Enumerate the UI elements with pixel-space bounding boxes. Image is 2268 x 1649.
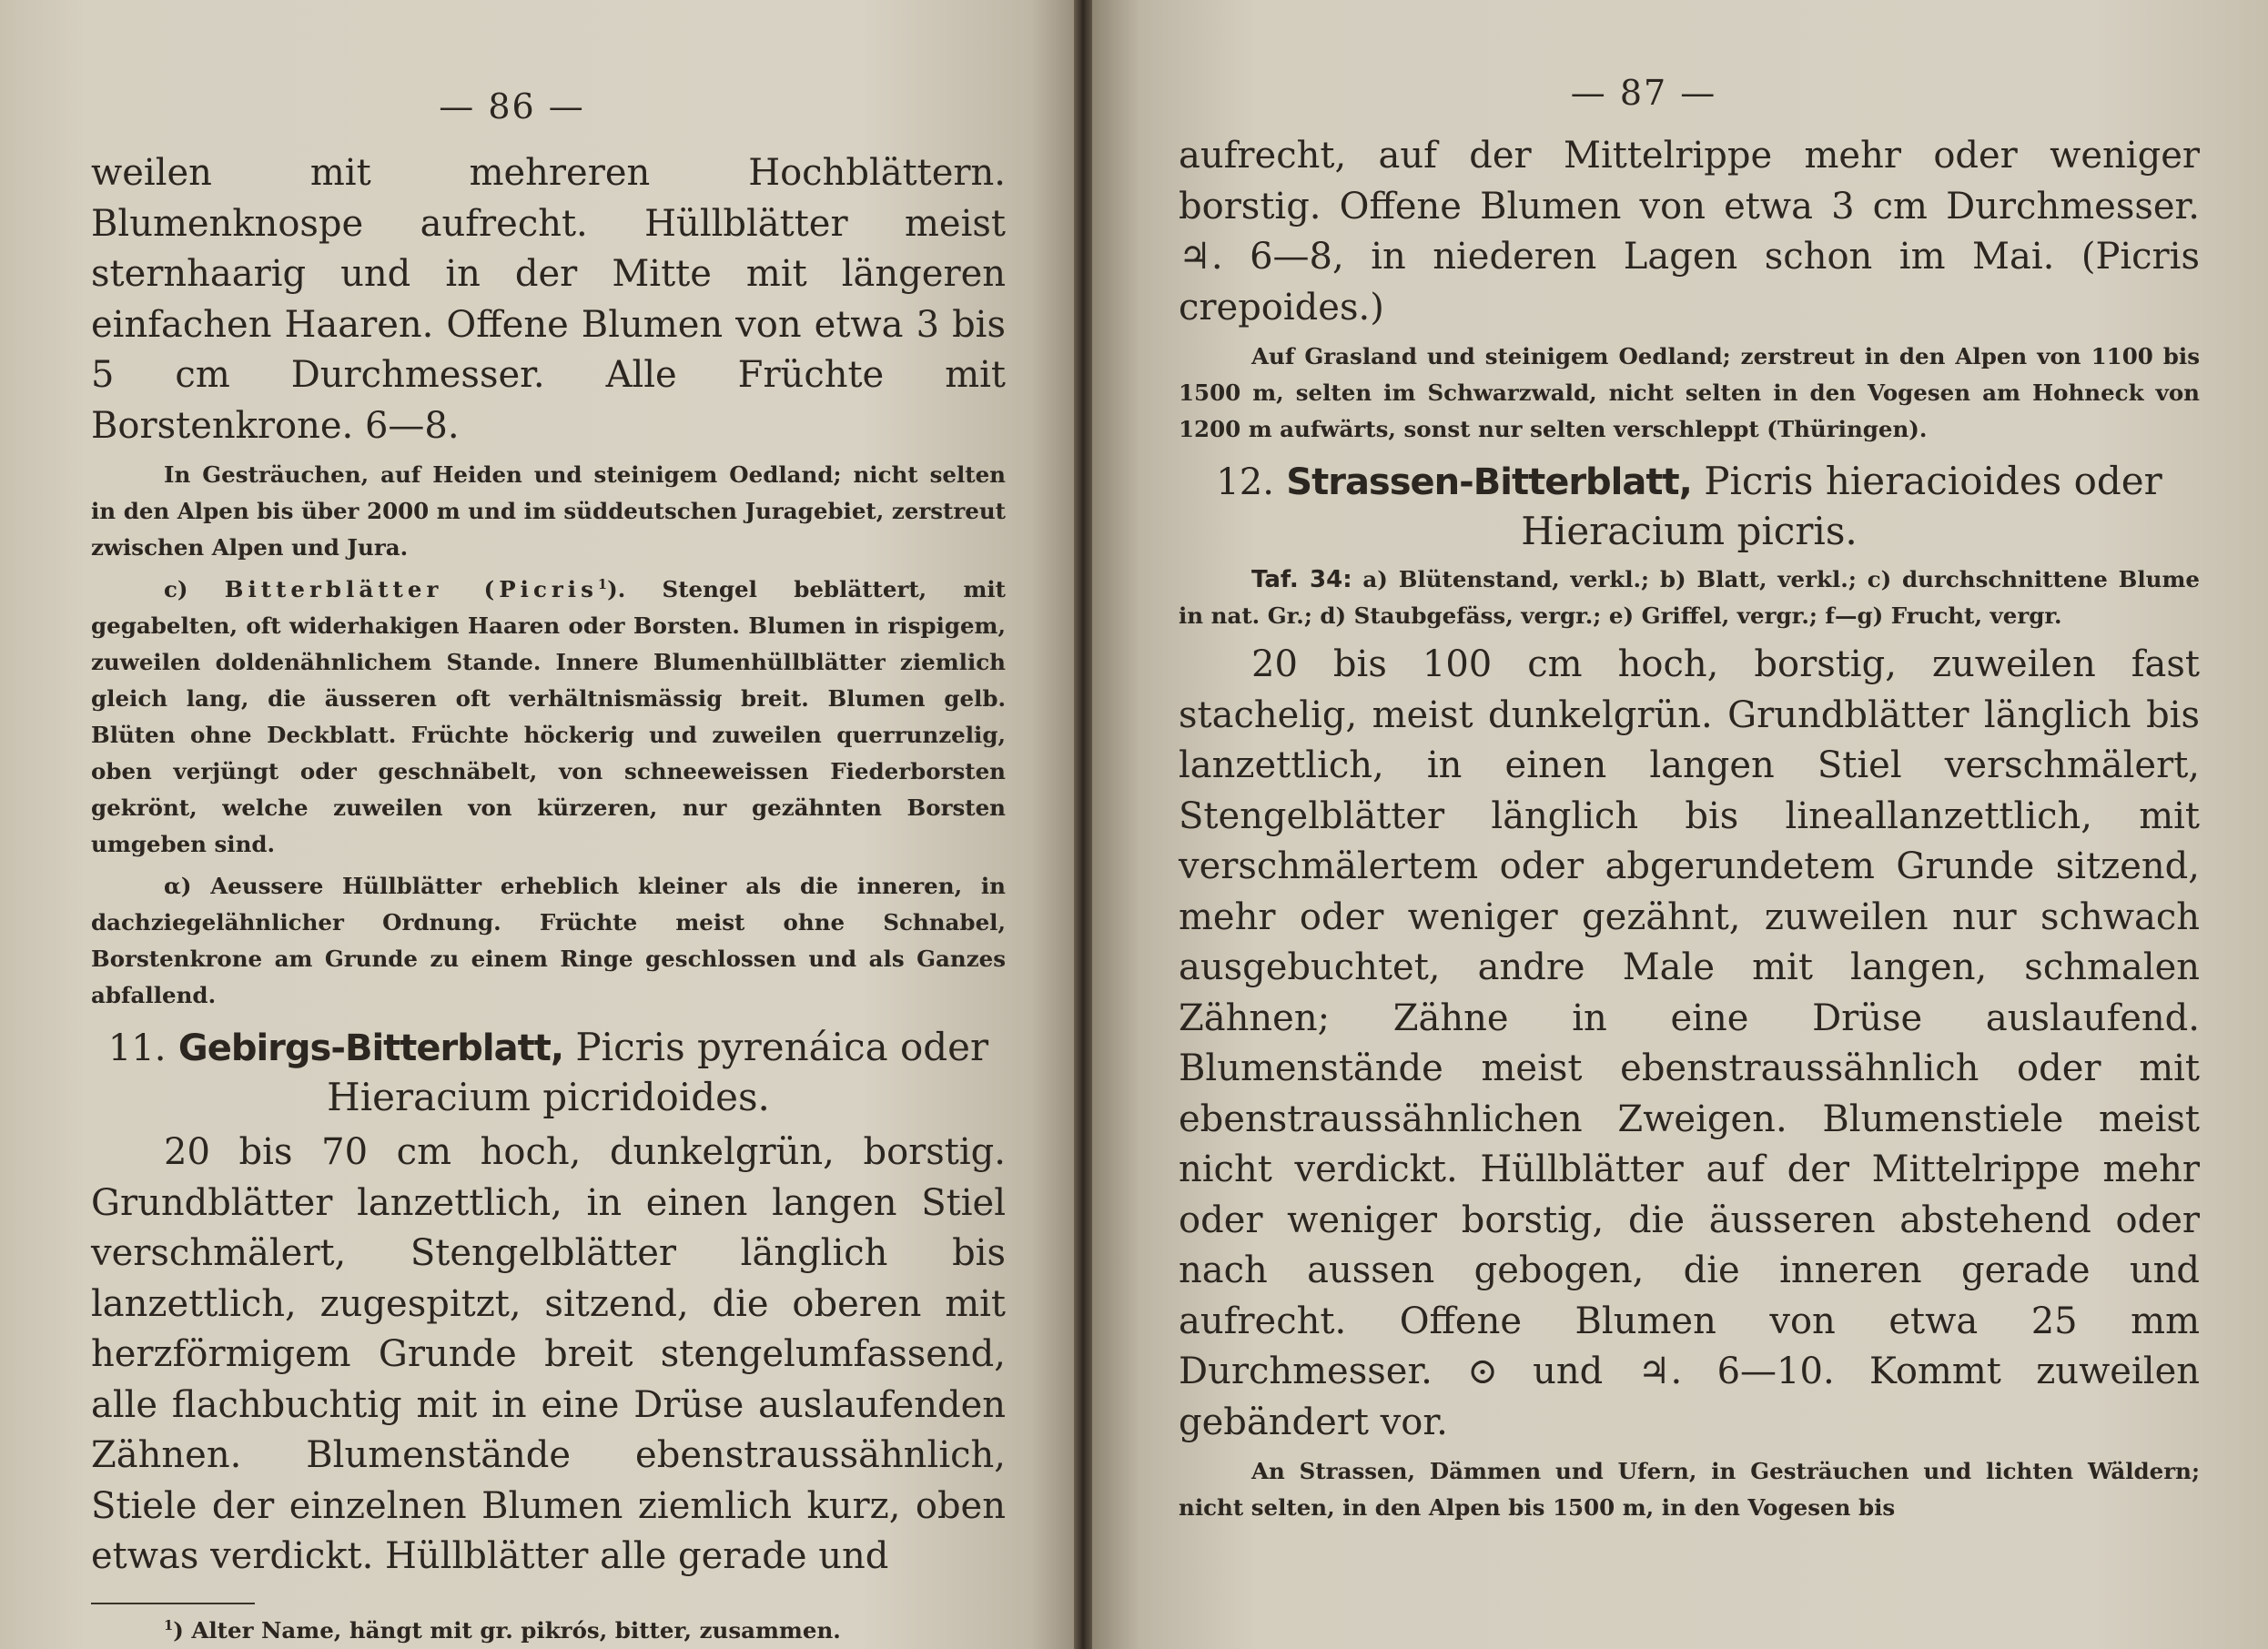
species-heading — [1179, 457, 2200, 556]
book-gutter — [1074, 0, 1092, 1649]
subgroup-text: Aeussere Hüllblätter erheblich kleiner als die inneren, in dachziegelähnlicher Ordnung. Früchte meist ohne Schnabel, Borstenkrone am Grunde zu einem Ringe geschlossen und als Ganzes abfallend. — [91, 873, 1006, 1008]
footnote-text: ) Alter Name, hängt mit gr. pikrós, bitter, zusammen. — [173, 1616, 841, 1644]
species-number: 11. — [107, 1027, 167, 1069]
subgroup-prefix: α) — [164, 873, 192, 899]
habitat-note: Auf Grasland und steinigem Oedland; zerstreut in den Alpen von 1100 bis 1500 m, selten im Schwarzwald, nicht selten in den Vogesen am Hohneck von 1200 m aufwärts, sonst nur selten verschleppt (Thüringen). — [1179, 343, 2200, 442]
habitat-note: In Gesträuchen, auf Heiden und steinigem Oedland; nicht selten in den Alpen bis über 2000 m und im süddeutschen Juragebiet, zerstreut zwischen Alpen und Jura. — [91, 461, 1006, 561]
page-number: — 87 — — [1570, 73, 1717, 113]
habitat-note: An Strassen, Dämmen und Ufern, in Gesträuchen und lichten Wäldern; nicht selten, in den Alpen bis 1500 m, in den Vogesen bis — [1179, 1458, 2200, 1521]
species-latin: Picris pyrenáica oder — [575, 1025, 989, 1069]
species-name: Gebirgs-Bitterblatt, — [177, 1027, 564, 1069]
body-paragraph: aufrecht, auf der Mittelrippe mehr oder weniger borstig. Offene Blumen von etwa 3 cm Durchmesser. ♃. 6—8, in niederen Lagen schon im Mai. (Picris crepoides.) — [1179, 135, 2200, 329]
plate-text: a) Blütenstand, verkl.; b) Blatt, verkl.; c) durchschnittene Blume in nat. Gr.; d) Staubgefäss, vergr.; e) Griffel, vergr.; f—g) Frucht, vergr. — [1179, 566, 2200, 629]
species-number: 12. — [1216, 461, 1274, 503]
footnote-divider — [91, 1603, 255, 1604]
left-page — [0, 0, 1074, 1649]
footnote-mark: 1 — [164, 1617, 174, 1634]
genus-close: ). — [607, 576, 626, 602]
genus-name: Bitterblätter (Picris — [224, 576, 598, 602]
species-name: Strassen-Bitterblatt, — [1286, 461, 1692, 503]
plate-label: Taf. 34: — [1251, 566, 1352, 593]
body-paragraph: weilen mit mehreren Hochblättern. Blumenknospe aufrecht. Hüllblätter meist sternhaarig und in der Mitte mit längeren einfachen Haaren. Offene Blumen von etwa 3 bis 5 cm Durchmesser. Alle Früchte mit Borstenkrone. 6—8. — [91, 152, 1006, 447]
genus-description — [91, 572, 1006, 863]
genus-text: Stengel beblättert, mit gegabelten, oft widerhakigen Haaren oder Borsten. Blumen in rispigem, zuweilen doldenähnlichem Stande. Innere Blumenhüllblätter ziemlich gleich lang, die äusseren oft verhältnismässig breit. Blumen gelb. Blüten ohne Deckblatt. Früchte höckerig und zuweilen querrunzelig, oben verjüngt oder geschnäbelt, von schneeweissen Fiederborsten gekrönt, welche zuweilen von kürzeren, nur gezähnten Borsten umgeben sind. — [91, 576, 1006, 857]
species-description: 20 bis 70 cm hoch, dunkelgrün, borstig. Grundblätter lanzettlich, in einen langen Stiel verschmälert, Stengelblätter länglich bis lanzettlich, zugespitzt, sitzend, die oberen mit herzförmigem Grunde breit stengelumfassend, alle flachbuchtig mit in eine Drüse auslaufenden Zähnen. Blumenstände ebenstraussähnlich, Stiele der einzelnen Blumen ziemlich kurz, oben etwas verdickt. Hüllblätter alle gerade und — [91, 1131, 1006, 1577]
subgroup-description — [91, 868, 1006, 1014]
page-number: — 86 — — [439, 86, 585, 126]
species-latin: Picris hieracioides oder — [1704, 459, 2162, 503]
right-page — [1092, 0, 2268, 1649]
plate-reference — [1179, 561, 2200, 634]
footnote-ref: 1 — [597, 576, 608, 592]
species-latin-line2: Hieracium picris. — [1521, 509, 1858, 553]
genus-prefix: c) — [164, 576, 188, 602]
footnote — [91, 1614, 1006, 1648]
species-description: 20 bis 100 cm hoch, borstig, zuweilen fast stachelig, meist dunkelgrün. Grundblätter länglich bis lanzettlich, in einen langen Stiel verschmälert, Stengelblätter länglich bis lineallanzettlich, mit verschmälertem oder abgerundetem Grunde sitzend, mehr oder weniger gezähnt, zuweilen nur schwach ausgebuchtet, andre Male mit langen, schmalen Zähnen; Zähne in eine Drüse auslaufend. Blumenstände meist ebenstraussähnlich oder mit ebenstraussähnlichen Zweigen. Blumenstiele meist nicht verdickt. Hüllblätter auf der Mittelrippe mehr oder weniger borstig, die äusseren abstehend oder nach aussen gebogen, die inneren gerade und aufrecht. Offene Blumen von etwa 25 mm Durchmesser. ⊙ und ♃. 6—10. Kommt zuweilen gebändert vor. — [1179, 643, 2200, 1443]
species-heading — [91, 1023, 1006, 1122]
species-latin-line2: Hieracium picridoides. — [327, 1075, 770, 1119]
